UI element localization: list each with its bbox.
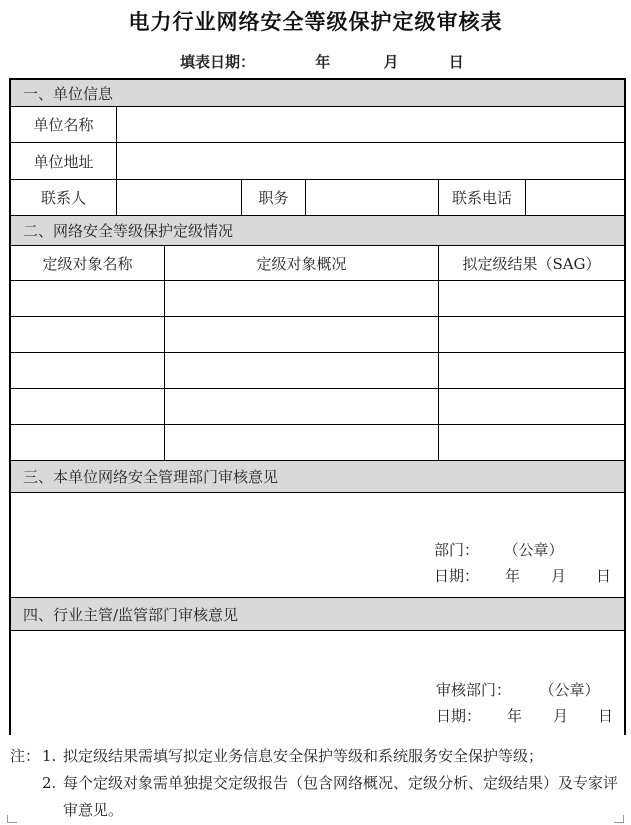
grading-table-empty-row: [11, 280, 624, 316]
section1-header: [11, 80, 624, 106]
section4-seal-label: （公章）: [547, 681, 600, 699]
footnote-item-1: [10, 743, 625, 770]
fill-date-month-label: 月: [383, 53, 399, 71]
section3-date-label: 日期：: [434, 567, 480, 585]
unit-name-label: 单位名称: [33, 116, 94, 134]
column-header-proposed-result: 拟定级结果（SAG）: [438, 246, 624, 280]
unit-address-input[interactable]: [116, 143, 624, 179]
section3-dept-label: 部门：: [434, 541, 480, 559]
review-form-table: [9, 78, 626, 735]
object-name-input[interactable]: [11, 281, 164, 316]
phone-label: 联系电话: [438, 180, 525, 215]
footnote-item-2: [10, 770, 625, 824]
unit-address-label: 单位地址: [33, 152, 94, 171]
position-input[interactable]: [305, 180, 438, 215]
section4-opinion-row: [11, 630, 624, 737]
page-margin-corner-left: [7, 815, 17, 823]
footnotes: [10, 743, 625, 824]
position-label: 职务: [241, 180, 305, 215]
object-name-input[interactable]: [11, 425, 164, 460]
proposed-result-input[interactable]: [438, 281, 624, 316]
section4-sign-block: [436, 677, 613, 729]
fill-date-label: 填表日期：: [180, 53, 256, 71]
section1-header-label: 一、单位信息: [23, 84, 114, 103]
object-name-input[interactable]: [11, 317, 164, 352]
proposed-result-input[interactable]: [438, 389, 624, 424]
section2-header: [11, 215, 624, 245]
section2-header-label: 二、网络安全等级保护定级情况: [23, 222, 234, 240]
proposed-result-input[interactable]: [438, 425, 624, 460]
section3-seal-label: （公章）: [511, 541, 564, 559]
object-overview-input[interactable]: [164, 389, 438, 424]
section4-header-label: 四、行业主管/监管部门审核意见: [23, 605, 239, 624]
object-name-input[interactable]: [11, 389, 164, 424]
object-name-input[interactable]: [11, 353, 164, 388]
proposed-result-input[interactable]: [438, 317, 624, 352]
section3-opinion-row: [11, 492, 624, 597]
section3-day-label: 日: [596, 567, 612, 585]
section4-day-label: 日: [598, 707, 614, 725]
section3-month-label: 月: [551, 567, 567, 585]
section4-year-label: 年: [507, 707, 523, 725]
column-header-object-name: 定级对象名称: [42, 254, 133, 273]
page-margin-corner-right: [614, 815, 624, 823]
column-header-object-overview: 定级对象概况: [164, 246, 438, 280]
section4-month-label: 月: [553, 707, 569, 725]
section3-year-label: 年: [505, 567, 521, 585]
section4-date-label: 日期：: [436, 707, 482, 725]
section3-date-line: [434, 563, 611, 589]
grading-table-empty-row: [11, 316, 624, 352]
object-overview-input[interactable]: [164, 317, 438, 352]
section4-dept-line: [436, 677, 613, 703]
footnote-1-number: 1.: [42, 747, 57, 765]
unit-name-row: [11, 106, 624, 142]
grading-table-header-row: [11, 245, 624, 280]
footnote-1-text: 拟定级结果需填写拟定业务信息安全保护等级和系统服务安全保护等级；: [63, 747, 544, 765]
section3-header: [11, 460, 624, 492]
proposed-result-input[interactable]: [438, 353, 624, 388]
grading-table-empty-row: [11, 388, 624, 424]
grading-table-empty-row: [11, 352, 624, 388]
section4-dept-label: 审核部门：: [436, 681, 512, 699]
section3-opinion-input[interactable]: [11, 493, 624, 597]
grading-table-empty-row: [11, 424, 624, 460]
footnote-prefix: 注：: [10, 747, 41, 765]
section4-header: [11, 597, 624, 630]
footnote-2-number: 2.: [42, 774, 57, 792]
contact-label: 联系人: [40, 189, 86, 207]
page-title: 电力行业网络安全等级保护定级审核表: [128, 10, 503, 34]
section4-date-line: [436, 703, 613, 729]
object-overview-input[interactable]: [164, 353, 438, 388]
object-overview-input[interactable]: [164, 281, 438, 316]
fill-date-line: [180, 51, 464, 72]
contact-input[interactable]: [116, 180, 241, 215]
unit-address-row: [11, 142, 624, 179]
section3-dept-line: [434, 537, 611, 563]
object-overview-input[interactable]: [164, 425, 438, 460]
section3-header-label: 三、本单位网络安全管理部门审核意见: [23, 468, 279, 486]
unit-name-input[interactable]: [116, 107, 624, 142]
fill-date-day-label: 日: [448, 53, 464, 71]
section4-opinion-input[interactable]: [11, 631, 624, 737]
phone-input[interactable]: [525, 180, 624, 215]
footnote-2-text: 每个定级对象需单独提交定级报告（包含网络概况、定级分析、定级结果）及专家评审意见。: [63, 774, 619, 819]
contact-row: [11, 179, 624, 215]
fill-date-year-label: 年: [315, 53, 331, 71]
section3-sign-block: [434, 537, 611, 589]
